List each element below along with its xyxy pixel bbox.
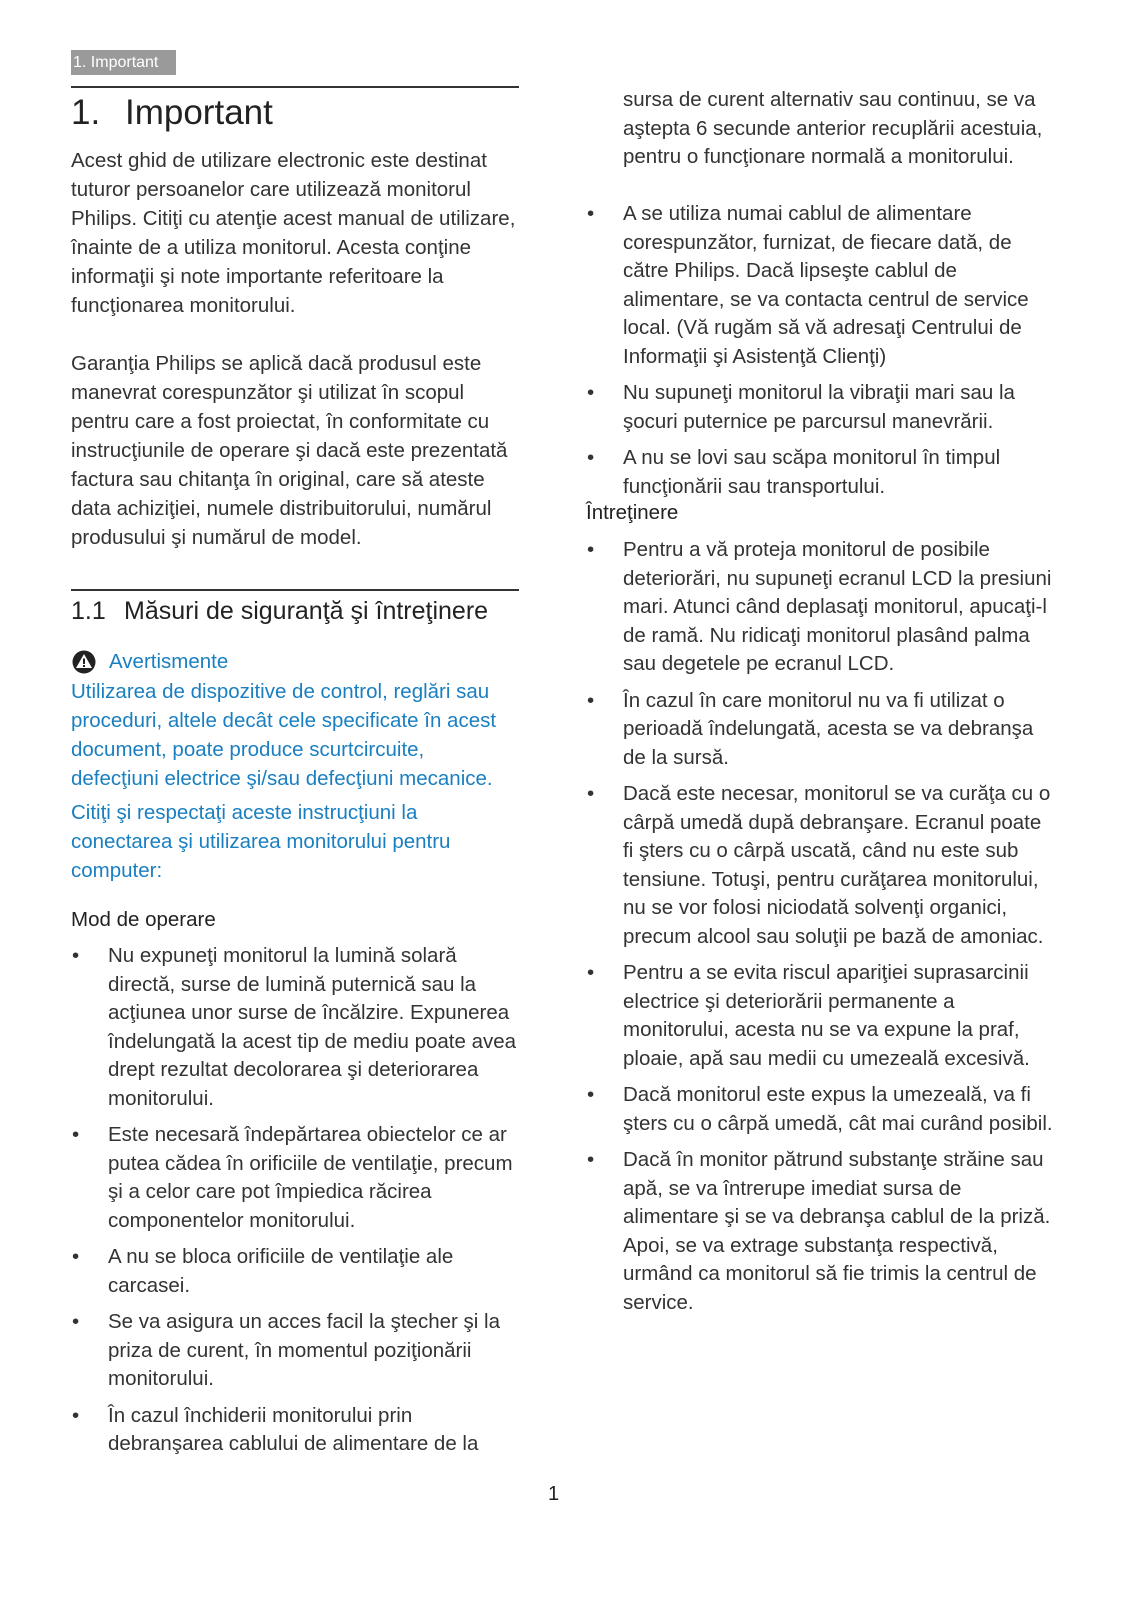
list-item: • Dacă în monitor pătrund substanţe străine sau apă, se va întrerupe imediat sursa de alimentare şi se va debranşa cablul de la priză. Apoi, se va extrage substanţa respectivă, urmând ca monitorul să fie trimis la centrul de service. [587,1148,1051,1314]
page-number: 1 [548,1483,560,1505]
warning-text: Utilizarea de dispozitive de control, reglări sau proceduri, altele decât cele specificate în acest document, poate produce scurtcircuite, defecţiuni electrice şi/sau defecţiuni mecanice. [71,680,497,790]
list-item: • Este necesară îndepărtarea obiectelor ce ar putea cădea în orificiile de ventilaţie, precum şi a celor care pot împiedica răcirea componentelor monitorului. [72,1123,513,1232]
warning-title: Avertismente [109,650,229,673]
section-title-text: Măsuri de siguranţă şi întreţinere [124,597,489,625]
warning-instruction: Citiţi şi respectaţi aceste instrucţiuni la conectarea şi utilizarea monitorului pentru computer: [71,801,451,882]
list-item: • A nu se bloca orificiile de ventilaţie ale carcasei. [72,1245,454,1297]
section-title [71,591,488,631]
list-item: • Dacă este necesar, monitorul se va curăţa cu o cârpă umedă după debranşare. Ecranul poate fi şters cu o cârpă uscată, când nu este sub tensiune. Totuşi, pentru curăţarea monitorului, nu se vor folosi niciodată solvenţi organici, precum alcool sau soluţii pe bază de amoniac. [587,782,1051,948]
operation-list-continued [586,200,1056,509]
operation-list [71,942,523,1467]
list-item: • Nu supuneţi monitorul la vibraţii mari sau la şocuri puternice pe parcursul manevrării. [587,381,1015,433]
continued-item-text: sursa de curent alternativ sau continuu, se va aştepta 6 secunde anterior recuplării acestuia, pentru o funcţionare normală a monitorului. [623,88,1043,168]
list-item: • Se va asigura un acces facil la ştecher şi la priza de curent, în momentul poziţionării monitorului. [72,1310,500,1390]
warranty-paragraph: Garanţia Philips se aplică dacă produsul este manevrat corespunzător şi utilizat în scopul pentru care a fost proiectat, în conformitate cu instrucţiunile de operare şi dacă este prezentată factura sau chitanţa în original, care să ateste data achiziţiei, numele distribuitorului, numărul produsului şi numărul de model. [71,352,508,549]
list-item: • A se utiliza numai cablul de alimentare corespunzător, furnizat, de fiecare dată, de către Philips. Dacă lipseşte cablul de alimentare, se va contacta centrul de service local. (Vă rugăm să vă adresaţi Centrului de Informaţii şi Asistenţă Clienţi) [587,202,1029,368]
page-title [71,88,273,138]
intro-paragraph: Acest ghid de utilizare electronic este destinat tuturor persoanelor care utilizează monitorul Philips. Citiţi cu atenţie acest manual de utilizare, înainte de a utiliza monitorul. Acesta conţine informaţii şi note importante referitoare la funcţionarea monitorului. [71,149,516,317]
list-item: • În cazul în care monitorul nu va fi utilizat o perioadă îndelungată, acesta se va debranşa de la sursă. [587,688,1034,769]
warning-heading [71,648,471,676]
list-item: • Nu expuneţi monitorul la lumină solară directă, surse de lumină puternică sau la acţiunea unor surse de încălzire. Expunerea îndelungată la acest tip de mediu poate avea drept rezultat decolorarea şi deteriorarea monitorului. [72,944,517,1110]
maintenance-subheading: Întreţinere [586,501,679,524]
list-item: • Pentru a vă proteja monitorul de posibile deteriorări, nu supuneţi ecranul LCD la presiuni mari. Atunci când deplasaţi monitorul, apucaţi-l de ramă. Nu ridicaţi monitorul plasând palma sau degetele pe ecranul LCD. [587,538,1052,675]
section-number: 1.1 [71,597,106,625]
page-title-text: Important [125,93,273,132]
warning-icon [71,650,97,674]
list-item: • Dacă monitorul este expus la umezeală, va fi şters cu o cârpă umedă, cât mai curând posibil. [587,1083,1053,1135]
list-item: • În cazul închiderii monitorului prin debranşarea cablului de alimentare de la [72,1403,479,1455]
list-item: • A nu se lovi sau scăpa monitorul în timpul funcţionării sau transportului. [587,446,1001,498]
operation-subheading: Mod de operare [71,908,216,931]
header-tab: 1. Important [71,50,176,75]
list-item: • Pentru a se evita riscul apariţiei suprasarcinii electrice şi deteriorării permanente a monitorului, acesta nu se va expune la praf, ploaie, apă sau medii cu umezeală excesivă. [587,961,1030,1070]
maintenance-list [586,536,1056,1325]
page-title-number: 1. [71,93,101,132]
